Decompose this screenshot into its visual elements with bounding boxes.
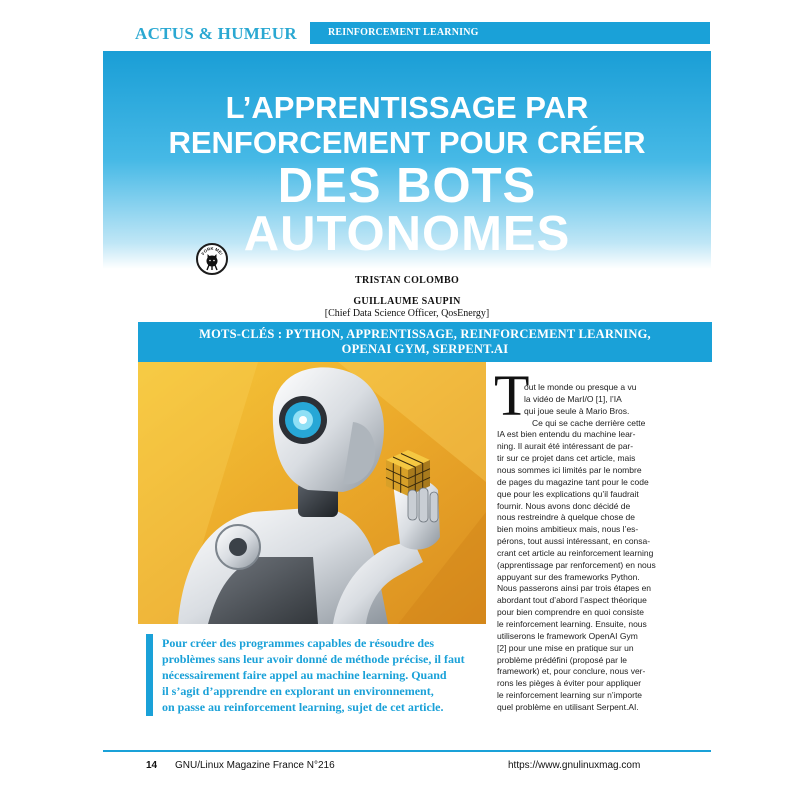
body-line: IA est bien entendu du machine lear- (497, 429, 636, 440)
title-line-4: AUTONOMES (243, 207, 571, 261)
fork-me-badge (196, 243, 228, 275)
lede-line: Pour créer des programmes capables de résoudre des (162, 636, 435, 650)
title-line-3: DES BOTS (277, 159, 537, 213)
body-line: appuyant sur des frameworks Python. (497, 571, 640, 582)
body-line: framework) et, pour conclure, nous ver- (497, 666, 646, 677)
category-tab (310, 22, 710, 44)
author-secondary: GUILLAUME SAUPIN (353, 296, 461, 307)
body-line: [2] pour une mise en pratique sur un (497, 642, 634, 653)
keywords-bar (138, 322, 712, 362)
magazine-url: https://www.gnulinuxmag.com (508, 760, 641, 771)
robot-holding-cube-image (138, 362, 486, 624)
title-line-2: RENFORCEMENT POUR CRÉER (168, 125, 646, 160)
body-line: pour bien comprendre en quoi consiste (497, 607, 644, 618)
section-label: ACTUS & HUMEUR (135, 24, 297, 43)
drop-cap: T (494, 363, 530, 428)
body-line: fournir. Nous avons donc décidé de (497, 500, 631, 511)
keywords-line-1: MOTS-CLÉS : PYTHON, APPRENTISSAGE, REINFORCEMENT LEARNING, (199, 327, 651, 341)
body-line: le reinforcement learning sur n’importe (497, 690, 643, 701)
body-line: ning. Il aurait été intéressant de par- (497, 441, 634, 452)
body-line: abordant tout d’abord l’aspect théorique (497, 595, 647, 606)
magazine-name: GNU/Linux Magazine France N°216 (175, 760, 335, 771)
body-line: le reinforcement learning. Ensuite, nous (497, 619, 647, 629)
title-line-1: L’APPRENTISSAGE PAR (225, 90, 589, 125)
lede-accent-bar (146, 634, 153, 716)
body-line: out le monde ou presque a vu (524, 382, 637, 392)
body-line: la vidéo de MarI/O [1], l’IA (524, 393, 622, 404)
author-affiliation: [Chief Data Science Officer, QosEnergy] (324, 308, 490, 319)
footer-rule (103, 750, 711, 752)
body-line: bien moins ambitieux mais, nous l’es- (497, 524, 639, 535)
body-line: que pour les explications qu’il faudrait (497, 488, 639, 499)
body-line: nous sommes ici limités par le nombre (497, 464, 642, 475)
lede-line: il s’agit d’apprendre en explorant un environnement, (162, 684, 434, 698)
svg-text:FORK ME!: FORK ME! (200, 245, 224, 256)
body-line: quel problème en utilisant Serpent.AI. (497, 701, 639, 712)
body-line: pérons, tout aussi intéressant, en consa- (497, 536, 651, 547)
octocat-icon (198, 245, 226, 273)
body-line: Ce qui se cache derrière cette (532, 417, 646, 428)
body-line: nous restreindre à quelque chose de (497, 512, 635, 523)
lede-line: problèmes sans leur avoir donné de méthode précise, il faut (162, 652, 465, 666)
category-label: REINFORCEMENT LEARNING (328, 27, 479, 38)
body-line: Nous passerons ainsi par trois étapes en (497, 583, 652, 594)
body-line: de pages du magazine tant pour le code (497, 476, 649, 487)
body-line: qui joue seule à Mario Bros. (524, 405, 630, 416)
body-line: rons les pièges à éviter pour appliquer (497, 678, 642, 689)
lede-line: nécessairement faire appel au machine learning. Quand (162, 668, 447, 682)
robot-illustration (138, 362, 486, 624)
page-number: 14 (146, 760, 158, 771)
body-line: (apprentissage par renforcement) en nous (497, 559, 656, 570)
body-line: utiliserons le framework OpenAI Gym (497, 630, 638, 641)
keywords-line-2: OPENAI GYM, SERPENT.AI (341, 342, 509, 356)
body-line: problème prédéfini (proposé par le (497, 654, 627, 665)
lede-line: on passe au reinforcement learning, sujet de cet article. (162, 700, 444, 714)
body-line: crant cet article au reinforcement learning (497, 547, 654, 558)
body-line: tir sur ce projet dans cet article, mais (497, 453, 636, 464)
author-primary: TRISTAN COLOMBO (354, 275, 460, 286)
